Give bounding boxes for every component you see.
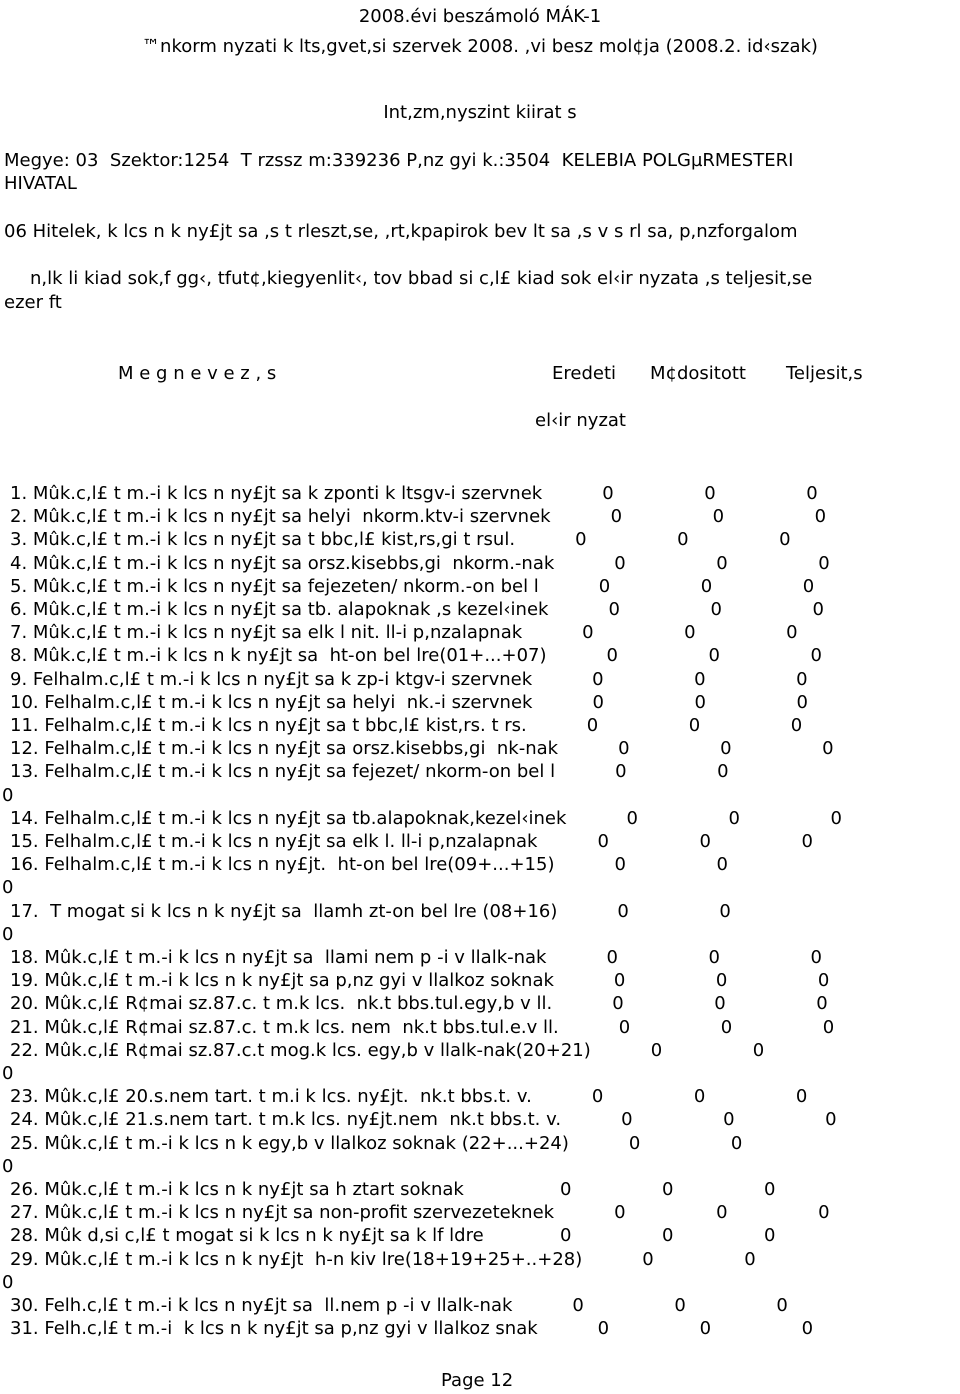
row-value: 0 — [617, 900, 629, 922]
row-value: 0 — [677, 529, 689, 551]
row-value: 0 — [626, 807, 638, 829]
row-label: 7. Mûk.c,l£ t m.-i k lcs n ny£jt sa elk l nit. ll-i p,nzalapnak — [10, 622, 523, 644]
row-label: 5. Mûk.c,l£ t m.-i k lcs n ny£jt sa fejezeten/ nkorm.-on bel l — [10, 575, 539, 597]
row-value: 0 — [822, 738, 834, 760]
row-value: 0 — [606, 947, 618, 968]
row-value: 0 — [582, 622, 594, 644]
row-label: 13. Felhalm.c,l£ t m.-i k lcs n ny£jt sa fejezet/ nkorm-on bel l — [10, 761, 556, 783]
page-number: Page 12 — [441, 1370, 514, 1391]
row-value: 0 — [801, 831, 813, 852]
row-value-wrapped: 0 — [2, 1271, 14, 1293]
row-value: 0 — [708, 645, 720, 667]
row-value: 0 — [814, 506, 827, 528]
row-value: 0 — [716, 1202, 728, 1224]
row-label: 4. Mûk.c,l£ t m.-i k lcs n ny£jt sa orsz.kisebbs,gi nkorm.-nak — [10, 552, 555, 574]
row-value: 0 — [795, 1086, 808, 1108]
row-value: 0 — [591, 1086, 604, 1108]
row-label: 27. Mûk.c,l£ t m.-i k lcs n ny£jt sa non-profit szervezeteknek — [10, 1202, 555, 1224]
row-value: 0 — [610, 506, 623, 528]
row-value: 0 — [560, 1225, 572, 1247]
row-label: 3. Mûk.c,l£ t m.-i k lcs n ny£jt sa t bbc,l£ kist,rs,gi t rsul. — [10, 529, 516, 551]
row-value: 0 — [810, 947, 822, 968]
row-label: 10. Felhalm.c,l£ t m.-i k lcs n ny£jt sa helyi nk.-i szervnek — [10, 691, 533, 713]
row-value: 0 — [606, 645, 618, 667]
col-header-actual: Teljesit,s — [786, 363, 863, 384]
row-label: 16. Felhalm.c,l£ t m.-i k lcs n ny£jt. ht-on bel lre(09+...+15) — [10, 854, 555, 876]
row-value: 0 — [560, 1179, 572, 1200]
row-label: 22. Mûk.c,l£ R¢mai sz.87.c.t mog.k lcs. egy,b v llalk-nak(20+21) — [10, 1039, 591, 1061]
row-value: 0 — [717, 761, 729, 783]
row-value: 0 — [810, 645, 822, 667]
row-value: 0 — [700, 575, 713, 597]
row-value: 0 — [598, 575, 611, 597]
unit-label: ezer ft — [4, 292, 62, 313]
row-value-wrapped: 0 — [2, 923, 14, 945]
row-value: 0 — [764, 1179, 776, 1200]
col-header-original: Eredeti — [552, 363, 617, 384]
col-header-name: M e g n e v e z , s — [118, 363, 277, 384]
row-value: 0 — [597, 831, 609, 852]
row-value: 0 — [608, 599, 620, 620]
row-value: 0 — [618, 1016, 631, 1038]
row-value: 0 — [796, 668, 808, 690]
col-header-modified: M¢dositott — [650, 363, 746, 384]
col-header-original-2: el‹ir nyzat — [535, 410, 626, 431]
row-label: 12. Felhalm.c,l£ t m.-i k lcs n ny£jt sa orsz.kisebbs,gi nk-nak — [10, 738, 559, 760]
row-value: 0 — [662, 1225, 674, 1247]
row-value: 0 — [812, 599, 824, 620]
row-label: 9. Felhalm.c,l£ t m.-i k lcs n ny£jt sa k zp-i ktgv-i szervnek — [10, 668, 533, 690]
row-value: 0 — [779, 529, 791, 551]
row-value: 0 — [688, 715, 701, 736]
row-value: 0 — [662, 1179, 674, 1200]
row-value: 0 — [694, 668, 706, 690]
row-value: 0 — [684, 622, 696, 644]
row-label: 19. Mûk.c,l£ t m.-i k lcs n k ny£jt sa p,nz gyi v llalkoz soknak — [10, 970, 554, 992]
row-value: 0 — [614, 1202, 626, 1224]
row-label: 23. Mûk.c,l£ 20.s.nem tart. t m.i k lcs. ny£jt. nk.t bbs.t. v. — [10, 1086, 532, 1108]
row-value: 0 — [825, 1109, 837, 1131]
row-value: 0 — [597, 1318, 610, 1340]
row-value: 0 — [716, 552, 728, 574]
row-label: 11. Felhalm.c,l£ t m.-i k lcs n ny£jt sa t bbc,l£ kist,rs. t rs. — [10, 715, 527, 736]
row-value: 0 — [816, 993, 828, 1015]
row-value-wrapped: 0 — [2, 1155, 14, 1177]
row-value: 0 — [723, 1109, 735, 1131]
row-value: 0 — [618, 738, 630, 760]
meta-line-1: Megye: 03 Szektor:1254 T rzssz m:339236 P,nz gyi k.:3504 KELEBIA POLGµRMESTERI — [4, 150, 794, 171]
row-value: 0 — [602, 483, 614, 504]
section-title: 06 Hitelek, k lcs n k ny£jt sa ,s t rleszt,se, ,rt,kpapirok bev lt sa ,s v s rl sa, p,nzforgalom — [4, 221, 798, 242]
row-value-wrapped: 0 — [2, 1063, 14, 1084]
row-value: 0 — [693, 1086, 706, 1108]
row-value: 0 — [674, 1295, 686, 1316]
section-subtitle: n,lk li kiad sok,f gg‹, tfut¢,kiegyenlit‹, tov bbad si c,l£ kiad sok el‹ir nyzata ,s teljesit,se — [30, 268, 813, 289]
row-value: 0 — [694, 691, 706, 713]
row-value: 0 — [708, 947, 720, 968]
row-value: 0 — [704, 483, 716, 504]
row-label: 21. Mûk.c,l£ R¢mai sz.87.c. t m.k lcs. nem nk.t bbs.tul.e.v ll. — [10, 1016, 559, 1038]
row-value: 0 — [586, 715, 599, 736]
row-value: 0 — [592, 691, 604, 713]
row-value: 0 — [801, 1318, 814, 1340]
row-value: 0 — [730, 1132, 743, 1154]
row-value-wrapped: 0 — [2, 877, 14, 899]
row-value: 0 — [728, 807, 740, 829]
row-label: 30. Felh.c,l£ t m.-i k lcs n ny£jt sa ll.nem p -i v llalk-nak — [10, 1295, 513, 1316]
row-value: 0 — [712, 506, 725, 528]
row-label: 18. Mûk.c,l£ t m.-i k lcs n ny£jt sa llami nem p -i v llalk-nak — [10, 947, 547, 968]
row-value: 0 — [642, 1248, 654, 1270]
row-value: 0 — [575, 529, 587, 551]
row-label: 24. Mûk.c,l£ 21.s.nem tart. t m.k lcs. ny£jt.nem nk.t bbs.t. v. — [10, 1109, 562, 1131]
row-label: 28. Mûk d,si c,l£ t mogat si k lcs n k ny£jt sa k lf ldre — [10, 1225, 484, 1247]
row-value: 0 — [592, 668, 604, 690]
row-value: 0 — [744, 1248, 756, 1270]
row-value: 0 — [817, 970, 830, 992]
row-value: 0 — [764, 1225, 776, 1247]
row-value: 0 — [572, 1295, 584, 1316]
row-value: 0 — [830, 807, 842, 829]
row-value-wrapped: 0 — [2, 784, 14, 806]
row-label: 8. Mûk.c,l£ t m.-i k lcs n k ny£jt sa ht-on bel lre(01+...+07) — [10, 645, 547, 667]
row-label: 31. Felh.c,l£ t m.-i k lcs n k ny£jt sa p,nz gyi v llalkoz snak — [10, 1318, 538, 1340]
row-value: 0 — [752, 1039, 765, 1061]
row-label: 1. Mûk.c,l£ t m.-i k lcs n ny£jt sa k zponti k ltsgv-i szervnek — [10, 483, 543, 504]
row-value: 0 — [818, 1202, 830, 1224]
report-subtitle: ™nkorm nyzati k lts,gvet,si szervek 2008. ,vi besz mol¢ja (2008.2. id‹szak) — [142, 36, 818, 57]
row-label: 20. Mûk.c,l£ R¢mai sz.87.c. t m.k lcs. nk.t bbs.tul.egy,b v ll. — [10, 993, 553, 1015]
row-label: 15. Felhalm.c,l£ t m.-i k lcs n ny£jt sa elk l. ll-i p,nzalapnak — [10, 831, 538, 852]
row-label: 17. T mogat si k lcs n k ny£jt sa llamh zt-on bel lre (08+16) — [10, 900, 558, 922]
row-label: 29. Mûk.c,l£ t m.-i k lcs n k ny£jt h-n kiv lre(18+19+25+..+28) — [10, 1248, 583, 1270]
row-value: 0 — [776, 1295, 788, 1316]
row-value: 0 — [628, 1132, 641, 1154]
row-value: 0 — [699, 1318, 712, 1340]
row-value: 0 — [796, 691, 808, 713]
row-value: 0 — [818, 552, 830, 574]
row-label: 26. Mûk.c,l£ t m.-i k lcs n k ny£jt sa h ztart soknak — [10, 1179, 464, 1200]
row-value: 0 — [613, 970, 626, 992]
row-label: 25. Mûk.c,l£ t m.-i k lcs n k egy,b v llalkoz soknak (22+...+24) — [10, 1132, 569, 1154]
row-value: 0 — [699, 831, 711, 852]
row-value: 0 — [715, 970, 728, 992]
report-title: 2008.évi beszámoló MÁK-1 — [358, 6, 602, 27]
row-value: 0 — [786, 622, 798, 644]
row-value: 0 — [720, 738, 732, 760]
row-value: 0 — [710, 599, 722, 620]
row-value: 0 — [615, 761, 627, 783]
row-label: 6. Mûk.c,l£ t m.-i k lcs n ny£jt sa tb. alapoknak ,s kezel‹inek — [10, 599, 549, 620]
meta-line-2: HIVATAL — [4, 173, 77, 194]
row-value: 0 — [614, 854, 626, 876]
row-value: 0 — [650, 1039, 663, 1061]
report-level: Int,zm,nyszint kiirat s — [383, 102, 577, 123]
row-label: 2. Mûk.c,l£ t m.-i k lcs n ny£jt sa helyi nkorm.ktv-i szervnek — [10, 506, 551, 528]
row-value: 0 — [714, 993, 726, 1015]
row-value: 0 — [720, 1016, 733, 1038]
row-label: 14. Felhalm.c,l£ t m.-i k lcs n ny£jt sa tb.alapoknak,kezel‹inek — [10, 807, 567, 829]
row-value: 0 — [716, 854, 728, 876]
row-value: 0 — [719, 900, 731, 922]
row-value: 0 — [806, 483, 818, 504]
row-value: 0 — [822, 1016, 835, 1038]
row-value: 0 — [790, 715, 803, 736]
row-value: 0 — [612, 993, 624, 1015]
row-value: 0 — [621, 1109, 633, 1131]
row-value: 0 — [614, 552, 626, 574]
row-value: 0 — [802, 575, 815, 597]
